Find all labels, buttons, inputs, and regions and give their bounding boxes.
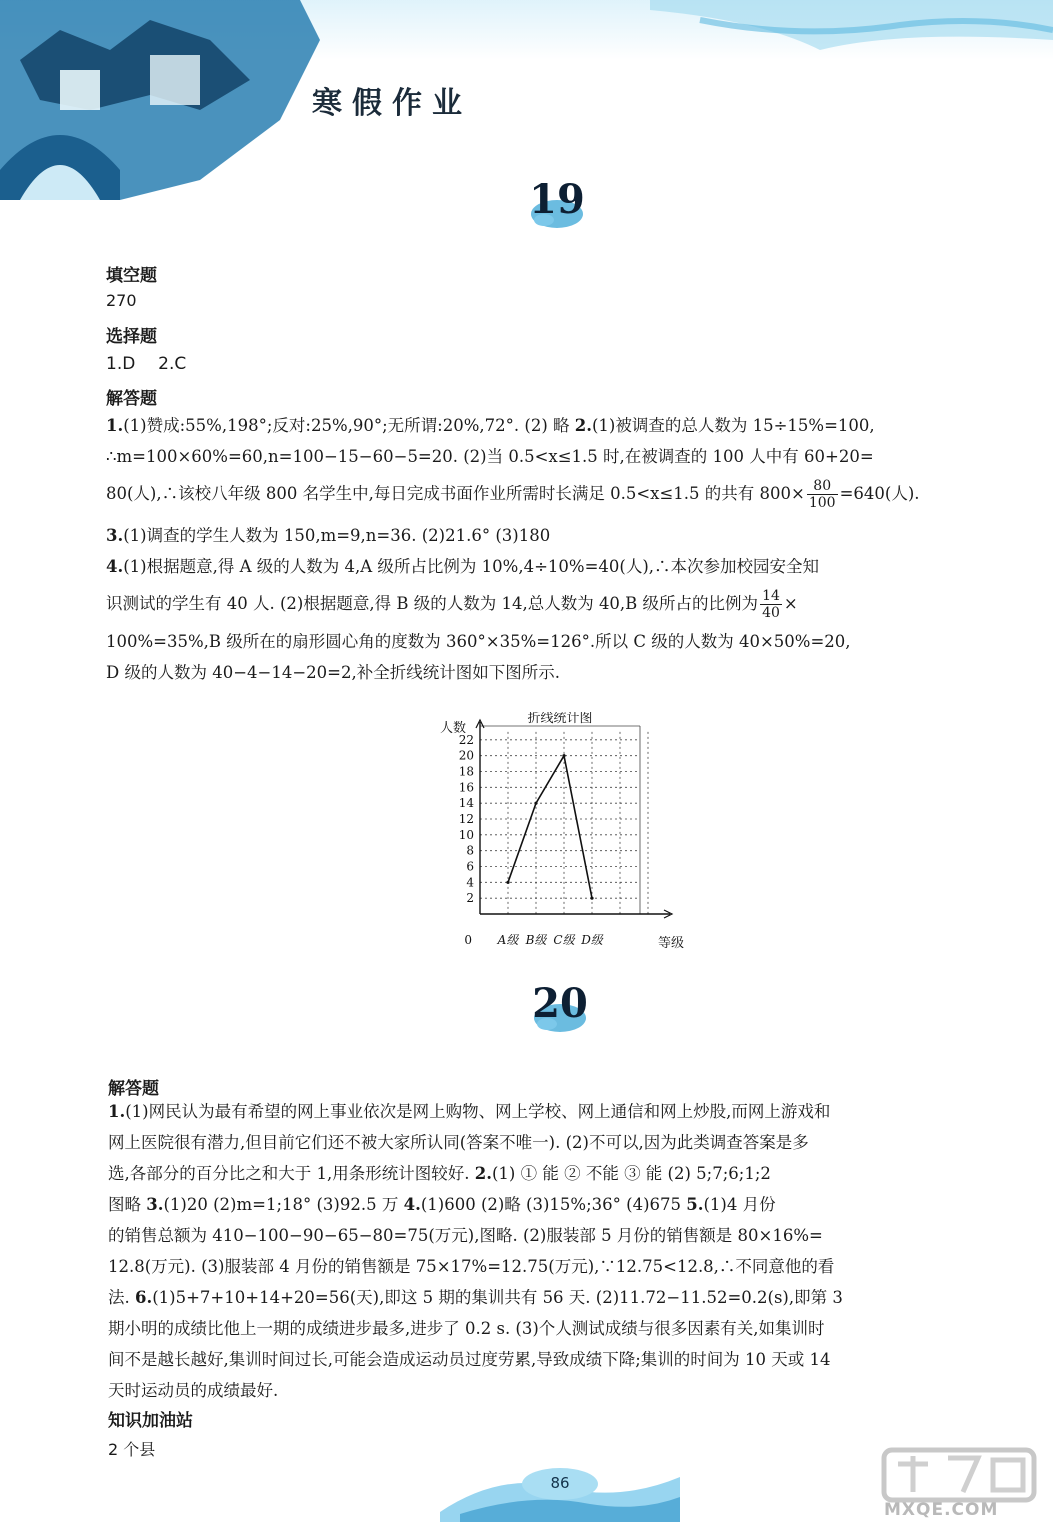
series-line — [508, 756, 592, 899]
solution-line: 1.(1)网民认为最有希望的网上事业依次是网上购物、网上学校、网上通信和网上炒股,而网上游戏和 — [108, 1102, 831, 1121]
label-knowledge-station: 知识加油站 — [108, 1411, 193, 1431]
page-number: 86 — [550, 1474, 570, 1492]
solution-line: 3.(1)调查的学生人数为 150,m=9,n=36. (2)21.6° (3)180 — [106, 526, 551, 545]
solution-line: 80(人),∴该校八年级 800 名学生中,每日完成书面作业所需时长满足 0.5<x≤1.5 的共有 800× $\frac{80}{100}$ =640(人). — [106, 478, 920, 511]
solution-line: ∴m=100×60%=60,n=100−15−60−5=20. (2)当 0.5<x≤1.5 时,在被调查的 100 人中有 60+20= — [106, 447, 874, 466]
x-category-label: B级 — [525, 933, 547, 947]
watermark-text: MXQE.COM — [884, 1500, 999, 1520]
y-tick-label: 20 — [458, 748, 474, 763]
label-solutions: 解答题 — [108, 1079, 159, 1099]
y-axis-title: 人数 — [440, 721, 467, 736]
section-20-badge — [525, 980, 595, 1036]
y-tick-label: 2 — [466, 891, 474, 906]
fraction: $\frac{80}{100}$ — [808, 478, 836, 511]
choice-answer-2: 2.C — [158, 354, 187, 374]
y-tick-label: 12 — [458, 812, 474, 826]
y-tick-label: 18 — [458, 764, 474, 779]
data-point — [534, 802, 537, 805]
section-20-solutions — [108, 1096, 1008, 1406]
solution-line: D 级的人数为 40−4−14−20=2,补全折线统计图如下图所示. — [106, 663, 560, 682]
solution-line: 100%=35%,B 级所在的扇形圆心角的度数为 360°×35%=126°.所以 C 级的人数为 40×50%=20, — [106, 632, 851, 651]
label-fill-blank: 填空题 — [106, 266, 157, 286]
origin-label: 0 — [464, 933, 472, 947]
header-illustration — [0, 0, 1053, 200]
section-19-solutions — [106, 410, 1006, 688]
y-tick-label: 4 — [466, 875, 474, 890]
x-category-label: A级 — [497, 933, 519, 947]
solution-line: 法. 6.(1)5+7+10+14+20=56(天),即这 5 期的集训共有 56 天. (2)11.72−11.52=0.2(s),即第 3 — [108, 1288, 843, 1307]
y-tick-label: 6 — [466, 859, 474, 874]
label-solutions: 解答题 — [106, 389, 157, 409]
solution-line: 天时运动员的成绩最好. — [108, 1381, 279, 1400]
x-category-label: C级 — [553, 933, 575, 947]
fill-blank-answer: 270 — [106, 291, 137, 310]
y-tick-label: 10 — [458, 827, 474, 842]
x-axis-title: 等级 — [658, 936, 685, 951]
section-19-number: 19 — [529, 176, 585, 223]
y-tick-label: 14 — [458, 796, 474, 811]
solution-line: 4.(1)根据题意,得 A 级的人数为 4,A 级所占比例为 10%,4÷10%=40(人),∴本次参加校园安全知 — [106, 557, 820, 576]
y-tick-label: 16 — [458, 780, 474, 795]
solution-line: 的销售总额为 410−100−90−65−80=75(万元),图略. (2)服装部 5 月份的销售额是 80×16%= — [108, 1226, 823, 1245]
choice-answers — [106, 354, 186, 374]
solution-line: 识测试的学生有 40 人. (2)根据题意,得 B 级的人数为 14,总人数为 40,B 级所占的比例为 $\frac{14}{40}$ × — [106, 588, 798, 621]
choice-answer-1: 1.D — [106, 354, 136, 374]
fraction: $\frac{14}{40}$ — [762, 588, 780, 621]
data-point — [562, 754, 565, 757]
header-title: 寒假作业 — [312, 86, 472, 121]
y-tick-label: 8 — [466, 843, 474, 858]
chart-title: 折线统计图 — [527, 712, 593, 726]
solution-line: 间不是越长越好,集训时间过长,可能会造成运动员过度劳累,导致成绩下降;集训的时间为 10 天或 14 — [108, 1350, 831, 1369]
x-category-label: D级 — [581, 933, 603, 947]
y-tick-label: 22 — [458, 732, 474, 747]
knowledge-station-answer: 2 个县 — [108, 1440, 156, 1459]
solution-line: 网上医院很有潜力,但目前它们还不被大家所认同(答案不唯一). (2)不可以,因为此类调查答案是多 — [108, 1133, 809, 1152]
solution-line: 12.8(万元). (3)服装部 4 月份的销售额是 75×17%=12.75(万元),∵12.75<12.8,∴不同意他的看 — [108, 1257, 835, 1276]
label-multiple-choice: 选择题 — [106, 327, 157, 347]
solution-line: 期小明的成绩比他上一期的成绩进步最多,进步了 0.2 s. (3)个人测试成绩与很多因素有关,如集训时 — [108, 1319, 825, 1338]
solution-line: 选,各部分的百分比之和大于 1,用条形统计图较好. 2.(1) ① 能 ② 不能 ③ 能 (2) 5;7;6;1;2 — [108, 1164, 771, 1183]
data-point — [590, 897, 593, 900]
section-19-badge — [522, 176, 592, 232]
solution-line: 图略 3.(1)20 (2)m=1;18° (3)92.5 万 4.(1)600 (2)略 (3)15%;36° (4)675 5.(1)4 月份 — [108, 1195, 776, 1214]
section-20-number: 20 — [532, 980, 588, 1027]
line-chart — [436, 712, 686, 952]
solution-line: 1.(1)赞成:55%,198°;反对:25%,90°;无所谓:20%,72°. (2) 略 2.(1)被调查的总人数为 15÷15%=100, — [106, 416, 875, 435]
data-point — [506, 881, 509, 884]
